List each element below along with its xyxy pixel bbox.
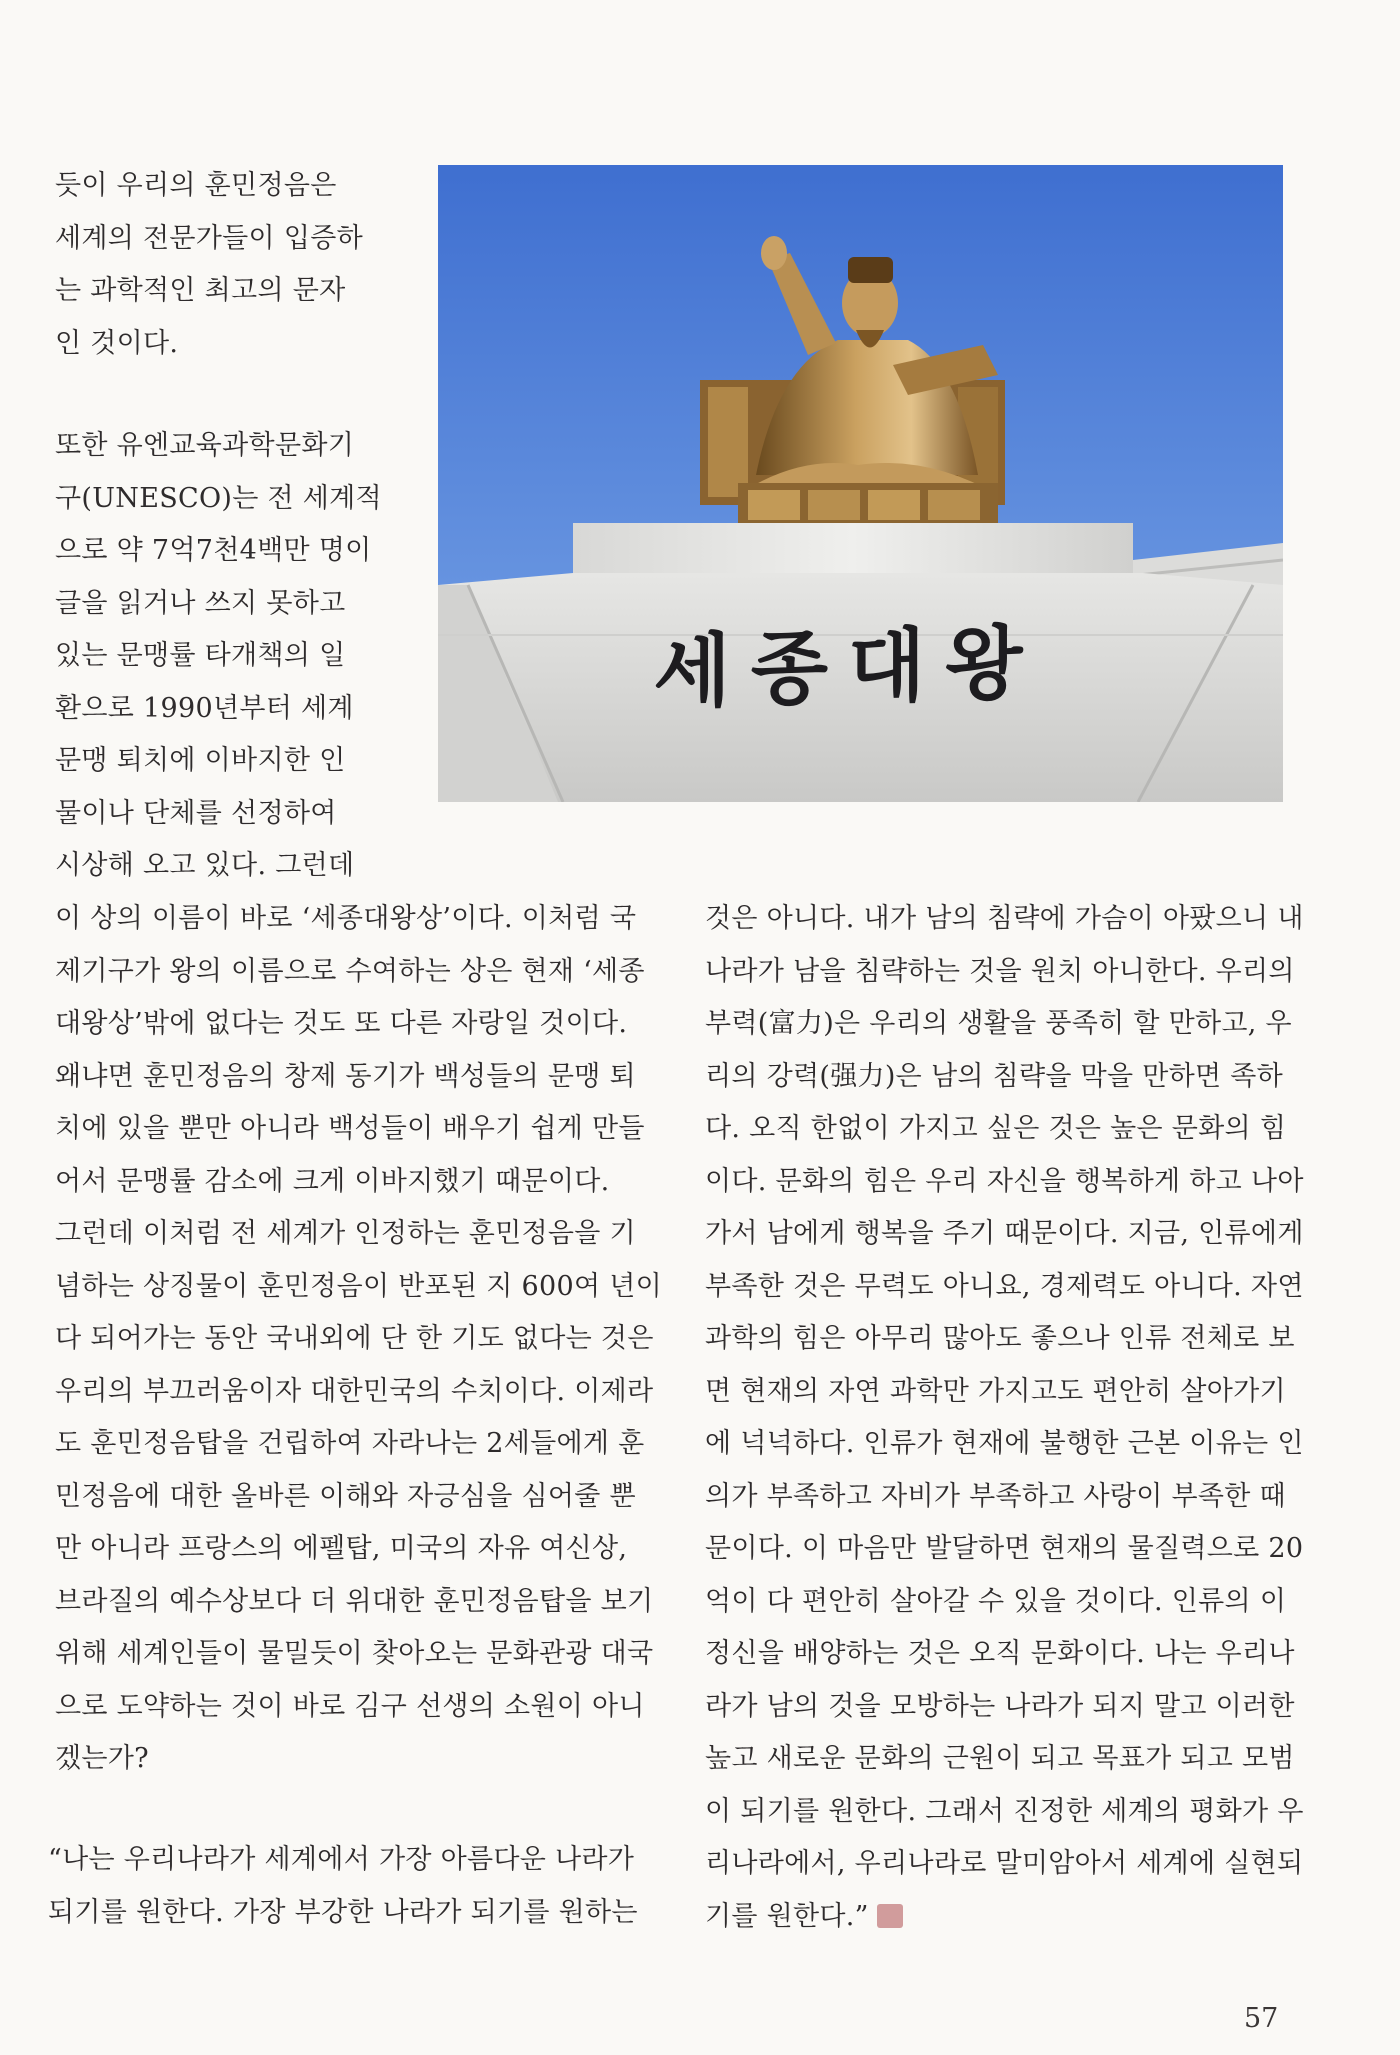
text-line: 이다. 문화의 힘은 우리 자신을 행복하게 하고 나아 <box>705 1165 1304 1197</box>
text-line: 으로 도약하는 것이 바로 김구 선생의 소원이 아니 <box>55 1690 645 1722</box>
text-line: 시상해 오고 있다. 그런데 <box>55 850 355 881</box>
text-line: 과학의 힘은 아무리 많아도 좋으나 인류 전체로 보 <box>705 1323 1295 1354</box>
text-line: 위해 세계인들이 물밀듯이 찾아오는 문화관광 대국 <box>55 1638 654 1669</box>
text-line: 구(UNESCO)는 전 세계적 <box>55 482 382 514</box>
text-line: 민정음에 대한 올바른 이해와 자긍심을 심어줄 뿐 <box>55 1480 636 1512</box>
text-line: 억이 다 편안히 살아갈 수 있을 것이다. 인류의 이 <box>705 1585 1287 1617</box>
text-line: 념하는 상징물이 훈민정음이 반포된 지 600여 년이 <box>55 1270 662 1302</box>
page-number: 57 <box>1244 2003 1279 2034</box>
text-line: 의가 부족하고 자비가 부족하고 사랑이 부족한 때 <box>705 1480 1286 1512</box>
text-line: 나라가 남을 침략하는 것을 원치 아니한다. 우리의 <box>705 955 1295 987</box>
text-line: 것은 아니다. 내가 남의 침략에 가슴이 아팠으니 내 <box>705 903 1304 934</box>
text-line: 글을 읽거나 쓰지 못하고 <box>55 587 346 619</box>
text-line: 우리의 부끄러움이자 대한민국의 수치이다. 이제라 <box>55 1375 654 1407</box>
text-line: 또한 유엔교육과학문화기 <box>55 430 355 461</box>
end-seal-icon <box>877 1904 903 1928</box>
right-column-text <box>705 893 1304 1943</box>
text-line: “나는 우리나라가 세계에서 가장 아름다운 나라가 <box>48 1844 635 1875</box>
text-line: 어서 문맹률 감소에 크게 이바지했기 때문이다. <box>55 1165 610 1197</box>
text-line: 물이나 단체를 선정하여 <box>55 797 337 829</box>
text-line: 리나라에서, 우리나라로 말미암아서 세계에 실현되 <box>705 1848 1304 1879</box>
quote-paragraph <box>48 1834 638 1939</box>
text-line: 에 넉넉하다. 인류가 현재에 불행한 근본 이유는 인 <box>705 1428 1304 1459</box>
text-line: 세계의 전문가들이 입증하 <box>55 222 363 254</box>
text-line: 부족한 것은 무력도 아니요, 경제력도 아니다. 자연 <box>705 1270 1304 1302</box>
text-line: 되기를 원한다. 가장 부강한 나라가 되기를 원하는 <box>48 1896 638 1928</box>
text-line: 제기구가 왕의 이름으로 수여하는 상은 현재 ‘세종 <box>55 955 645 987</box>
text-line: 만 아니라 프랑스의 에펠탑, 미국의 자유 여신상, <box>55 1533 628 1564</box>
sejong-statue-photo <box>438 165 1283 802</box>
text-line: 라가 남의 것을 모방하는 나라가 되지 말고 이러한 <box>705 1690 1295 1722</box>
text-line: 으로 약 7억7천4백만 명이 <box>55 535 372 566</box>
text-line: 겠는가? <box>55 1743 149 1774</box>
text-line: 이 되기를 원한다. 그래서 진정한 세계의 평화가 우 <box>705 1795 1304 1827</box>
text-line: 치에 있을 뿐만 아니라 백성들이 배우기 쉽게 만들 <box>55 1113 645 1144</box>
text-line: 그런데 이처럼 전 세계가 인정하는 훈민정음을 기 <box>55 1218 636 1249</box>
text-line: 대왕상’밖에 없다는 것도 또 다른 자랑일 것이다. <box>55 1008 628 1039</box>
text-line: 도 훈민정음탑을 건립하여 자라나는 2세들에게 훈 <box>55 1428 645 1459</box>
last-line <box>705 1891 1285 1944</box>
unesco-paragraph <box>55 420 382 893</box>
plaque-inscription: 세종대왕 <box>653 615 1043 720</box>
intro-paragraph <box>55 160 365 370</box>
text-line: 다 되어가는 동안 국내외에 단 한 기도 없다는 것은 <box>55 1323 654 1354</box>
text-line: 부력(富力)은 우리의 생활을 풍족히 할 만하고, 우 <box>705 1008 1292 1039</box>
text-line: 기를 원한다.” <box>705 1900 869 1932</box>
text-line: 문맹 퇴치에 이바지한 인 <box>55 745 346 776</box>
text-line: 가서 남에게 행복을 주기 때문이다. 지금, 인류에게 <box>705 1218 1304 1249</box>
text-line: 환으로 1990년부터 세계 <box>55 692 354 724</box>
text-line: 이 상의 이름이 바로 ‘세종대왕상’이다. 이처럼 국 <box>55 903 637 934</box>
text-line: 면 현재의 자연 과학만 가지고도 편안히 살아가기 <box>705 1375 1286 1407</box>
text-line: 있는 문맹률 타개책의 일 <box>55 640 346 671</box>
text-line: 왜냐면 훈민정음의 창제 동기가 백성들의 문맹 퇴 <box>55 1060 636 1092</box>
left-column-text <box>55 893 662 1786</box>
text-line: 높고 새로운 문화의 근원이 되고 목표가 되고 모범 <box>705 1743 1295 1774</box>
text-line: 는 과학적인 최고의 문자 <box>55 275 346 306</box>
text-line: 듯이 우리의 훈민정음은 <box>55 170 337 201</box>
text-line: 브라질의 예수상보다 더 위대한 훈민정음탑을 보기 <box>55 1585 654 1617</box>
text-line: 문이다. 이 마음만 발달하면 현재의 물질력으로 20 <box>705 1533 1304 1564</box>
text-line: 리의 강력(强力)은 남의 침략을 막을 만하면 족하 <box>705 1060 1284 1092</box>
text-line: 정신을 배양하는 것은 오직 문화이다. 나는 우리나 <box>705 1638 1295 1669</box>
text-line: 인 것이다. <box>55 327 179 359</box>
text-line: 다. 오직 한없이 가지고 싶은 것은 높은 문화의 힘 <box>705 1113 1287 1144</box>
